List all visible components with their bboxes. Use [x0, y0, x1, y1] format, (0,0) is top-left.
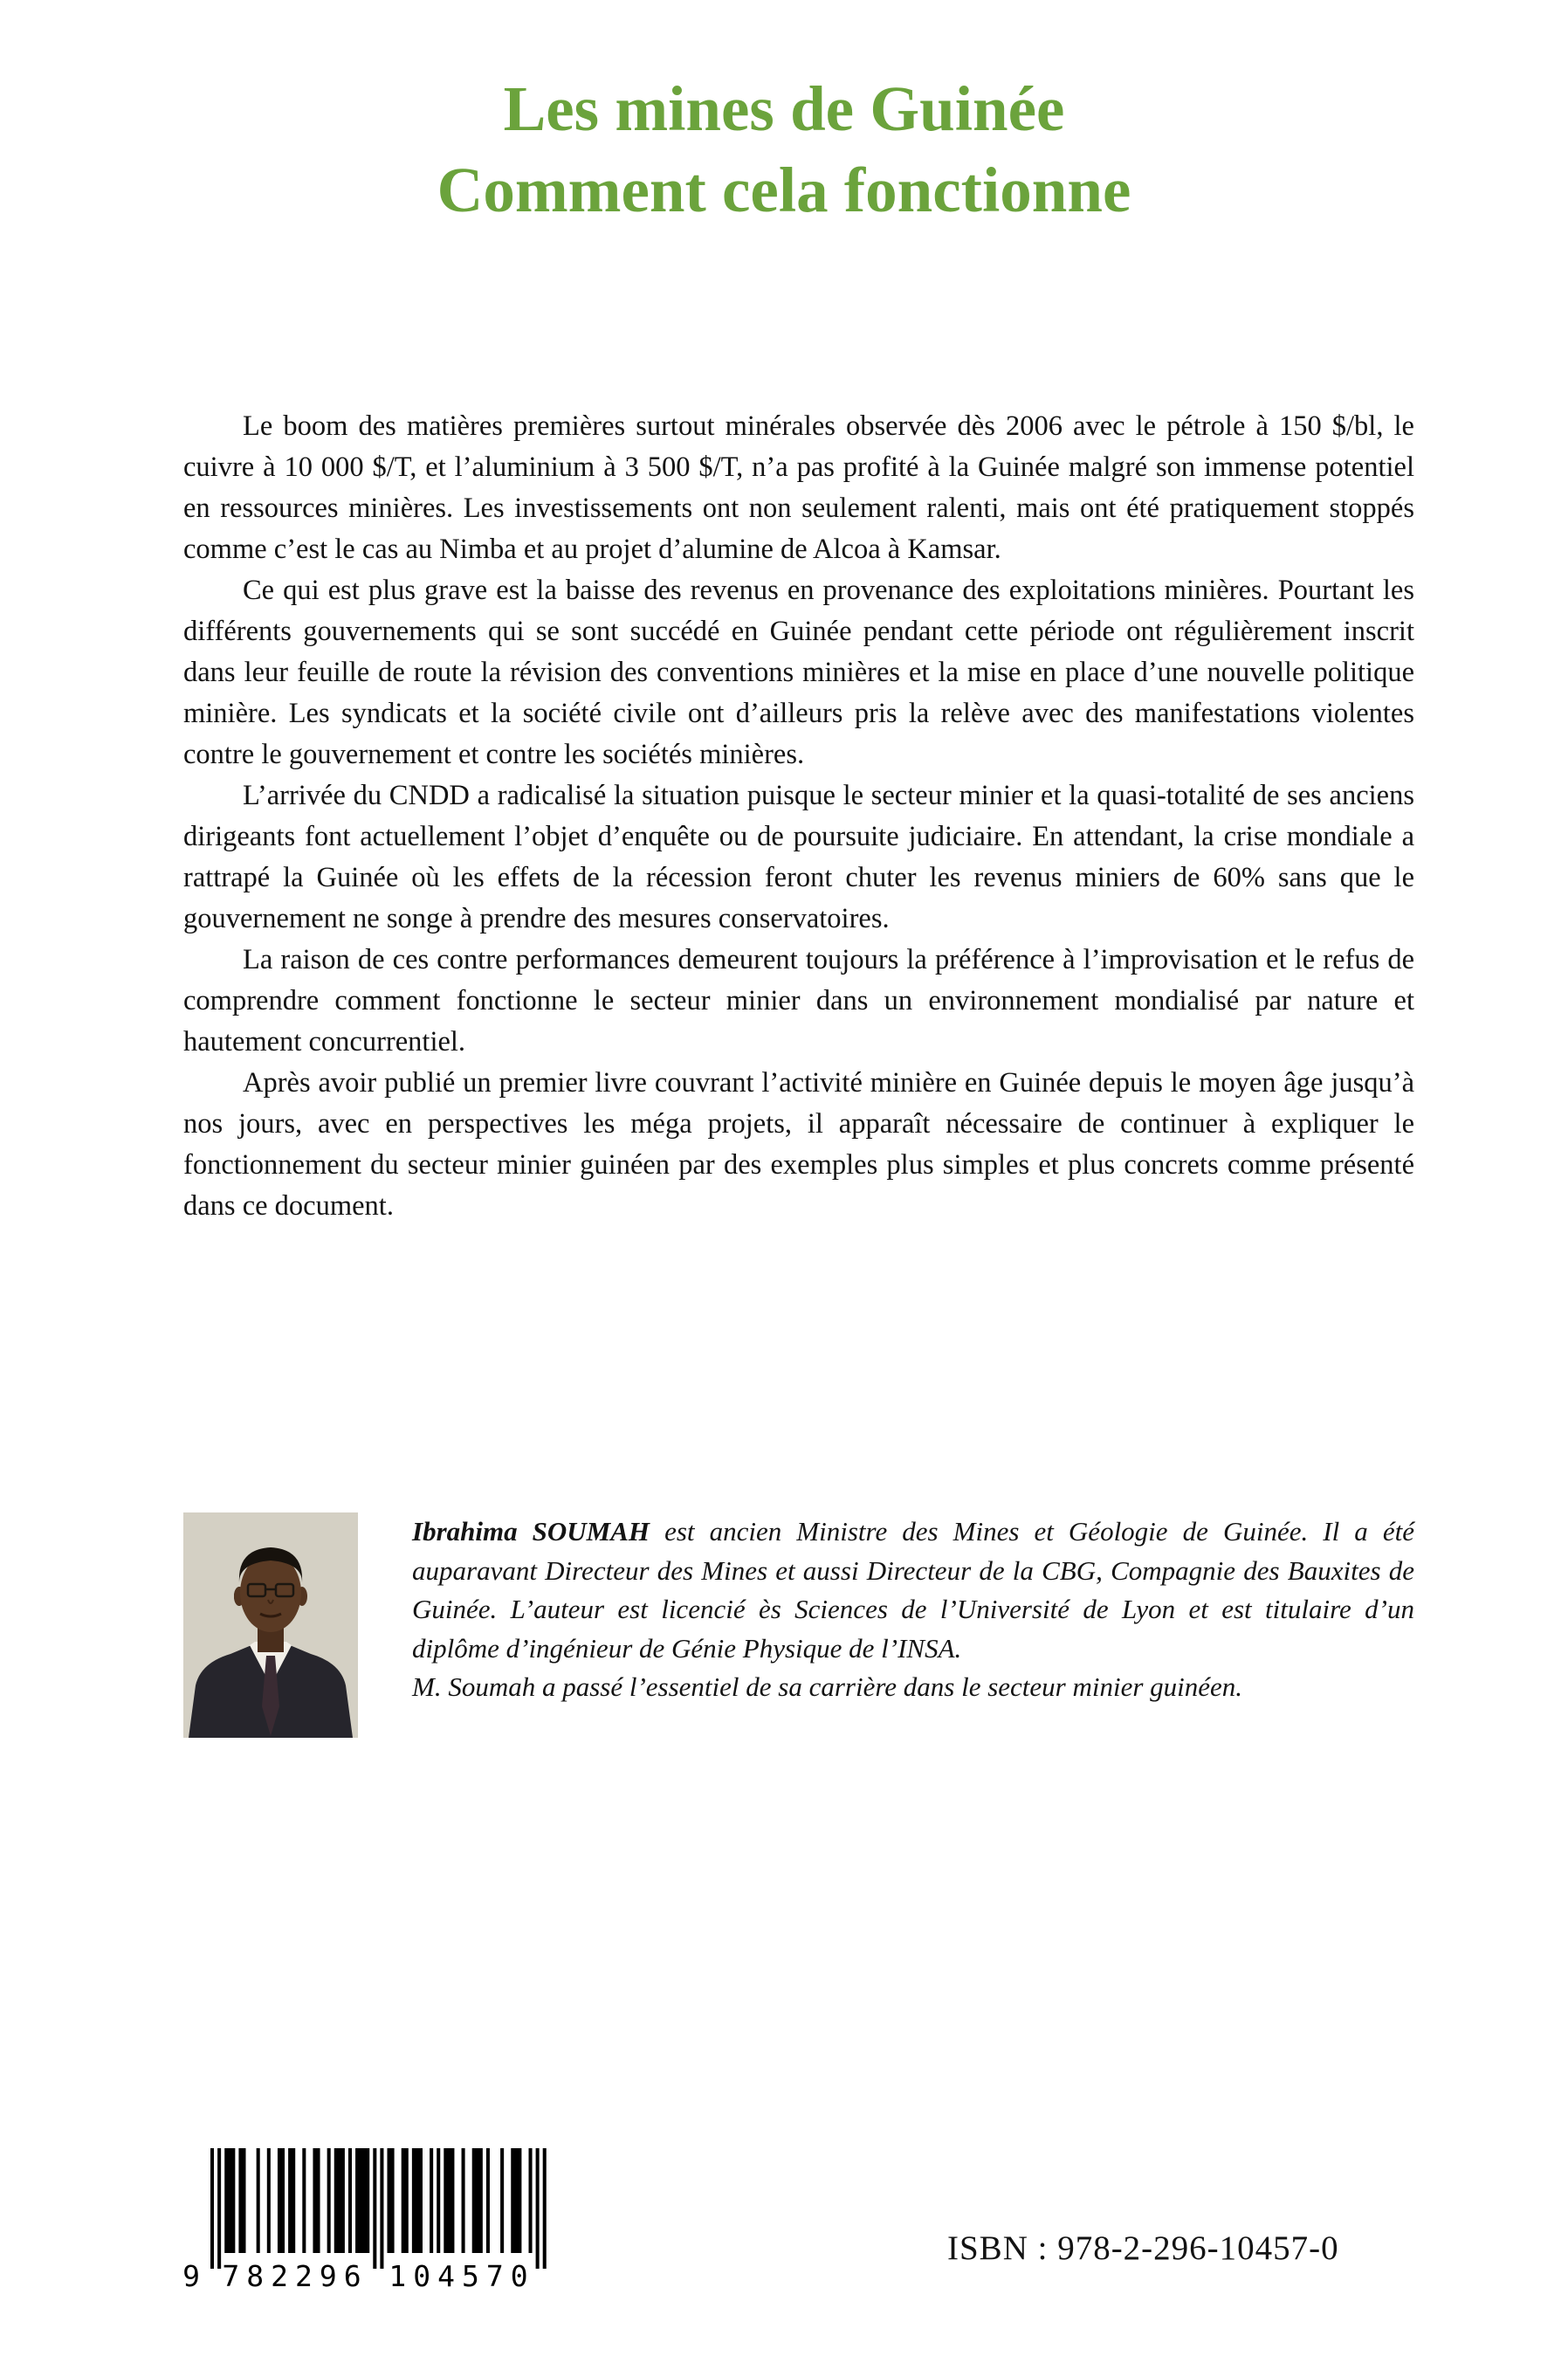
synopsis-paragraph: Ce qui est plus grave est la baisse des revenus en provenance des exploitations minières. Pourtant les différents gouvernements qui se sont succédé en Guinée pendant cette période ont régulièrement inscrit dans leur feuille de route la révision des conventions minières et la mise en place d’une nouvelle politique minière. Les syndicats et la société civile ont d’ailleurs pris la relève avec des manifestations violentes contre le gouvernement et contre les sociétés minières.: [183, 574, 1414, 770]
author-portrait-image: [183, 1512, 358, 1738]
barcode-digits-right: 104570: [389, 2259, 535, 2291]
author-photo: [183, 1512, 358, 1738]
synopsis-paragraph: Le boom des matières premières surtout minérales observée dès 2006 avec le pétrole à 150 $/bl, le cuivre à 10 000 $/T, et l’aluminium à 3 500 $/T, n’a pas profité à la Guinée malgré son immense potentiel en ressources minières. Les investissements ont non seulement ralenti, mais ont été pratiquement stoppés comme c’est le cas au Nimba et au projet d’alumine de Alcoa à Kamsar.: [183, 410, 1414, 565]
author-name: Ibrahima SOUMAH: [412, 1516, 650, 1547]
bio-body: est ancien Ministre des Mines et Géologie de Guinée. Il a été auparavant Directeur des Mines et aussi Directeur de la CBG, Compagnie des Bauxites de Guinée. L’auteur est licencié ès Sciences de l’Université de Lyon et est titulaire d’un diplôme d’ingénieur de Génie Physique de l’INSA.: [412, 1516, 1414, 1664]
bio-paragraph-2: M. Soumah a passé l’essentiel de sa carrière dans le secteur minier guinéen.: [412, 1671, 1243, 1702]
synopsis-paragraph: L’arrivée du CNDD a radicalisé la situation puisque le secteur minier et la quasi-totalité de ses anciens dirigeants font actuellement l’objet d’enquête ou de poursuite judiciaire. En attendant, la crise mondiale a rattrapé la Guinée où les effets de la récession feront chuter les revenus miniers de 60% sans que le gouvernement ne songe à prendre des mesures conservatoires.: [183, 779, 1414, 934]
synopsis-paragraph: La raison de ces contre performances demeurent toujours la préférence à l’improvisation et le refus de comprendre comment fonctionne le secteur minier dans un environnement mondialisé par nature et hautement concurrentiel.: [183, 943, 1414, 1058]
title-line-1: Les mines de Guinée: [503, 73, 1065, 144]
synopsis: [183, 406, 1414, 1227]
barcode-bars: [210, 2148, 547, 2269]
barcode-image: [179, 2146, 554, 2291]
bio-paragraph-1: [412, 1512, 1414, 1668]
author-bio: [183, 1512, 1414, 1738]
author-bio-text: [412, 1512, 1414, 1707]
synopsis-paragraph: Après avoir publié un premier livre couvrant l’activité minière en Guinée depuis le moyen âge jusqu’à nos jours, avec en perspectives les méga projets, il apparaît nécessaire de continuer à expliquer le fonctionnement du secteur minier guinéen par des exemples plus simples et plus concrets comme présenté dans ce document.: [183, 1066, 1414, 1222]
isbn-text: ISBN : 978-2-296-10457-0: [947, 2229, 1339, 2267]
barcode: [179, 2146, 554, 2291]
title-line-2: Comment cela fonctionne: [437, 155, 1131, 226]
book-title: [0, 68, 1568, 231]
barcode-digits-left: 782296: [222, 2259, 368, 2291]
barcode-digit-first: 9: [182, 2259, 200, 2291]
